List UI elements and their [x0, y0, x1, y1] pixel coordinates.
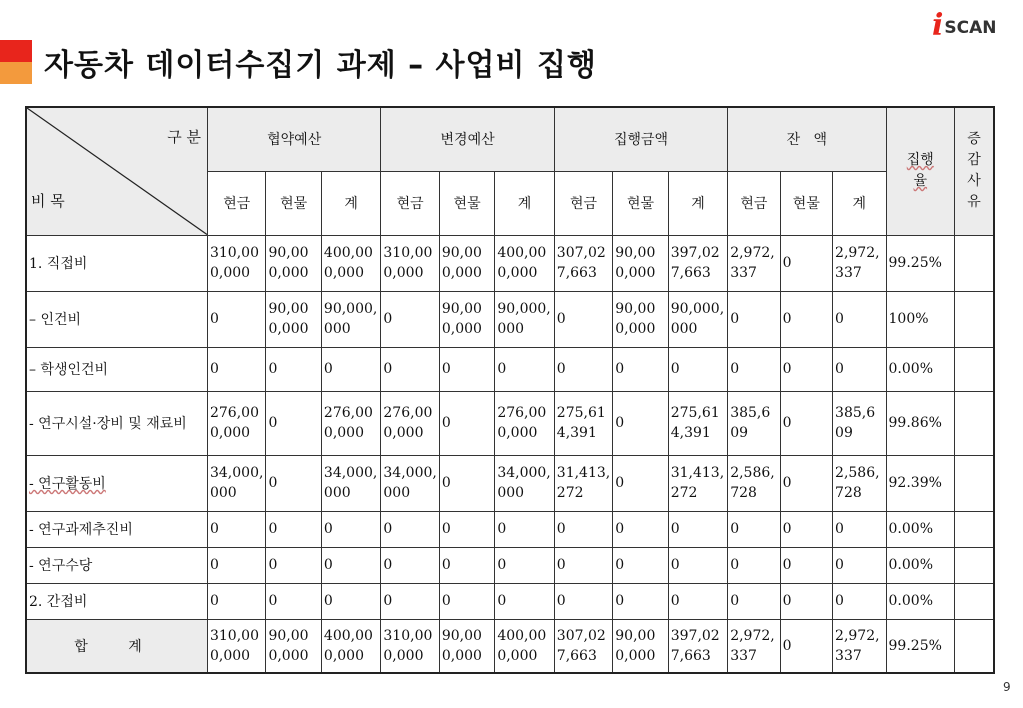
reason-cell [955, 547, 994, 583]
rate-cell: 0.00% [886, 347, 955, 391]
amount-cell: 0 [728, 511, 780, 547]
amount-cell: 0 [439, 583, 494, 619]
reason-cell [955, 391, 994, 455]
corner-bottom-label: 비 목 [31, 191, 65, 210]
amount-cell: 0 [439, 347, 494, 391]
row-label: – 학생인건비 [26, 347, 207, 391]
sub-header: 계 [495, 171, 554, 235]
amount-cell: 90,000,000 [266, 619, 321, 673]
rate-cell: 99.25% [886, 235, 955, 291]
row-label: 2. 간접비 [26, 583, 207, 619]
amount-cell: 31,413,272 [668, 455, 727, 511]
amount-cell: 0 [321, 547, 380, 583]
table-row [26, 391, 994, 455]
amount-cell: 2,972,337 [728, 235, 780, 291]
amount-cell: 2,972,337 [833, 235, 886, 291]
table-row [26, 547, 994, 583]
amount-cell: 0 [613, 511, 668, 547]
table-row [26, 583, 994, 619]
amount-cell: 0 [321, 347, 380, 391]
amount-cell: 0 [321, 511, 380, 547]
reason-cell [955, 235, 994, 291]
table-row [26, 455, 994, 511]
group-header: 집행금액 [554, 107, 727, 171]
amount-cell: 310,000,000 [381, 619, 439, 673]
amount-cell: 90,000,000 [613, 619, 668, 673]
amount-cell: 0 [207, 291, 265, 347]
row-label: 1. 직접비 [26, 235, 207, 291]
amount-cell: 275,614,391 [554, 391, 612, 455]
row-label: 합 계 [26, 619, 207, 673]
row-label: – 인건비 [26, 291, 207, 347]
amount-cell: 0 [207, 511, 265, 547]
amount-cell: 0 [266, 391, 321, 455]
total-row [26, 619, 994, 673]
amount-cell: 0 [495, 347, 554, 391]
amount-cell: 0 [495, 511, 554, 547]
amount-cell: 0 [381, 547, 439, 583]
amount-cell: 400,000,000 [495, 619, 554, 673]
amount-cell: 276,000,000 [495, 391, 554, 455]
amount-cell: 0 [554, 291, 612, 347]
amount-cell: 0 [780, 347, 832, 391]
amount-cell: 0 [668, 511, 727, 547]
amount-cell: 0 [495, 583, 554, 619]
amount-cell: 0 [439, 391, 494, 455]
amount-cell: 307,027,663 [554, 235, 612, 291]
amount-cell: 0 [554, 547, 612, 583]
amount-cell: 90,000,000 [495, 291, 554, 347]
amount-cell: 310,000,000 [381, 235, 439, 291]
sub-header: 계 [833, 171, 886, 235]
amount-cell: 400,000,000 [321, 235, 380, 291]
sub-header: 계 [668, 171, 727, 235]
amount-cell: 90,000,000 [613, 291, 668, 347]
title-accent-orange [0, 62, 32, 84]
amount-cell: 0 [780, 511, 832, 547]
amount-cell: 0 [321, 583, 380, 619]
amount-cell: 90,000,000 [321, 291, 380, 347]
rate-header: 집행율 [886, 107, 955, 235]
slide-title: 자동차 데이터수집기 과제 – 사업비 집행 [44, 48, 597, 83]
page-number: 9 [1003, 680, 1011, 694]
amount-cell: 90,000,000 [668, 291, 727, 347]
reason-cell [955, 583, 994, 619]
amount-cell: 0 [439, 547, 494, 583]
amount-cell: 0 [207, 547, 265, 583]
amount-cell: 0 [207, 583, 265, 619]
row-label: - 연구활동비 [26, 455, 207, 511]
amount-cell: 90,000,000 [439, 235, 494, 291]
amount-cell: 0 [554, 511, 612, 547]
reason-cell [955, 291, 994, 347]
amount-cell: 0 [266, 547, 321, 583]
amount-cell: 34,000,000 [495, 455, 554, 511]
rate-cell: 0.00% [886, 547, 955, 583]
sub-header: 현금 [207, 171, 265, 235]
amount-cell: 307,027,663 [554, 619, 612, 673]
amount-cell: 90,000,000 [439, 619, 494, 673]
table-row [26, 291, 994, 347]
amount-cell: 276,000,000 [381, 391, 439, 455]
amount-cell: 310,000,000 [207, 235, 265, 291]
amount-cell: 0 [266, 583, 321, 619]
amount-cell: 0 [728, 291, 780, 347]
amount-cell: 2,586,728 [833, 455, 886, 511]
amount-cell: 90,000,000 [266, 235, 321, 291]
amount-cell: 0 [439, 511, 494, 547]
amount-cell: 397,027,663 [668, 619, 727, 673]
corner-top-label: 구 분 [167, 128, 201, 146]
amount-cell: 0 [207, 347, 265, 391]
group-header: 협약예산 [207, 107, 380, 171]
table-row [26, 511, 994, 547]
amount-cell: 310,000,000 [207, 619, 265, 673]
row-label: - 연구과제추진비 [26, 511, 207, 547]
amount-cell: 0 [780, 391, 832, 455]
amount-cell: 0 [613, 455, 668, 511]
amount-cell: 34,000,000 [321, 455, 380, 511]
reason-cell [955, 347, 994, 391]
amount-cell: 31,413,272 [554, 455, 612, 511]
rate-cell: 0.00% [886, 511, 955, 547]
sub-header: 현금 [381, 171, 439, 235]
amount-cell: 90,000,000 [439, 291, 494, 347]
logo-i: i [932, 8, 944, 43]
amount-cell: 90,000,000 [266, 291, 321, 347]
header-corner [26, 107, 207, 235]
amount-cell: 2,586,728 [728, 455, 780, 511]
amount-cell: 0 [728, 347, 780, 391]
group-header: 잔 액 [728, 107, 886, 171]
amount-cell: 385,609 [833, 391, 886, 455]
amount-cell: 0 [613, 547, 668, 583]
amount-cell: 0 [668, 583, 727, 619]
amount-cell: 0 [833, 583, 886, 619]
sub-header: 현금 [554, 171, 612, 235]
amount-cell: 0 [728, 583, 780, 619]
amount-cell: 0 [554, 583, 612, 619]
amount-cell: 34,000,000 [207, 455, 265, 511]
amount-cell: 0 [833, 511, 886, 547]
amount-cell: 90,000,000 [613, 235, 668, 291]
reason-header: 증감사유 [955, 107, 994, 235]
amount-cell: 0 [266, 455, 321, 511]
table-row [26, 235, 994, 291]
amount-cell: 0 [266, 511, 321, 547]
title-accent-red [0, 40, 32, 62]
amount-cell: 0 [780, 235, 832, 291]
amount-cell: 0 [833, 347, 886, 391]
amount-cell: 34,000,000 [381, 455, 439, 511]
amount-cell: 0 [780, 583, 832, 619]
sub-header: 현물 [439, 171, 494, 235]
amount-cell: 0 [780, 455, 832, 511]
sub-header: 현물 [266, 171, 321, 235]
amount-cell: 385,609 [728, 391, 780, 455]
amount-cell: 400,000,000 [321, 619, 380, 673]
amount-cell: 0 [780, 619, 832, 673]
table-row [26, 347, 994, 391]
rate-cell: 100% [886, 291, 955, 347]
amount-cell: 0 [554, 347, 612, 391]
row-label: - 연구시설·장비 및 재료비 [26, 391, 207, 455]
amount-cell: 275,614,391 [668, 391, 727, 455]
amount-cell: 397,027,663 [668, 235, 727, 291]
rate-cell: 99.25% [886, 619, 955, 673]
amount-cell: 0 [613, 347, 668, 391]
amount-cell: 0 [780, 547, 832, 583]
iscan-logo [932, 8, 997, 43]
amount-cell: 0 [495, 547, 554, 583]
reason-cell [955, 511, 994, 547]
sub-header: 현물 [613, 171, 668, 235]
rate-cell: 92.39% [886, 455, 955, 511]
rate-cell: 0.00% [886, 583, 955, 619]
amount-cell: 0 [381, 511, 439, 547]
amount-cell: 0 [668, 547, 727, 583]
amount-cell: 0 [833, 547, 886, 583]
reason-cell [955, 455, 994, 511]
amount-cell: 0 [780, 291, 832, 347]
amount-cell: 0 [833, 291, 886, 347]
sub-header: 계 [321, 171, 380, 235]
amount-cell: 0 [613, 391, 668, 455]
amount-cell: 2,972,337 [833, 619, 886, 673]
amount-cell: 400,000,000 [495, 235, 554, 291]
sub-header: 현물 [780, 171, 832, 235]
row-label: - 연구수당 [26, 547, 207, 583]
amount-cell: 276,000,000 [207, 391, 265, 455]
reason-cell [955, 619, 994, 673]
amount-cell: 0 [613, 583, 668, 619]
logo-text: SCAN [944, 18, 997, 38]
amount-cell: 276,000,000 [321, 391, 380, 455]
amount-cell: 0 [381, 291, 439, 347]
group-header: 변경예산 [381, 107, 554, 171]
sub-header: 현금 [728, 171, 780, 235]
amount-cell: 0 [439, 455, 494, 511]
amount-cell: 0 [728, 547, 780, 583]
amount-cell: 2,972,337 [728, 619, 780, 673]
budget-table [25, 106, 995, 674]
amount-cell: 0 [381, 347, 439, 391]
amount-cell: 0 [266, 347, 321, 391]
amount-cell: 0 [381, 583, 439, 619]
rate-cell: 99.86% [886, 391, 955, 455]
amount-cell: 0 [668, 347, 727, 391]
